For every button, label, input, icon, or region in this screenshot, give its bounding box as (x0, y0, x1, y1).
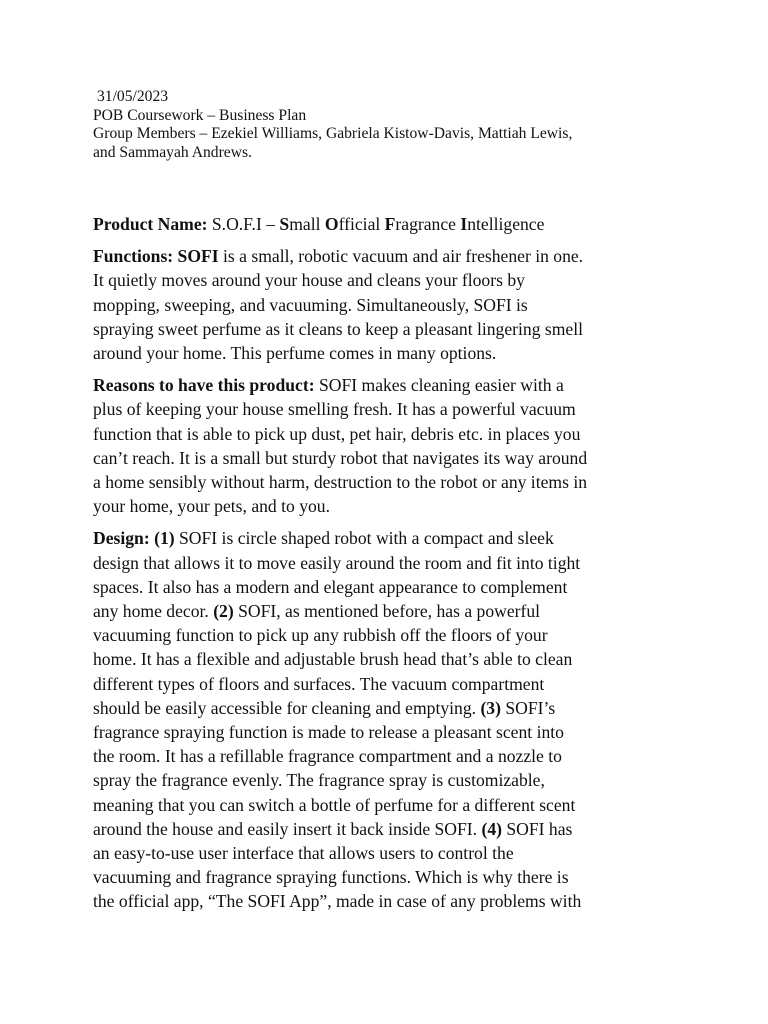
reasons-line-1 (93, 373, 683, 397)
design-line-12: meaning that you can switch a bottle of perfume for a different scent (93, 794, 576, 815)
design-line-9: fragrance spraying function is made to release a pleasant scent into (93, 722, 564, 743)
reasons-line-4: can’t reach. It is a small but sturdy robot that navigates its way around (93, 447, 588, 468)
design-line-11: spray the fragrance evenly. The fragrance spray is customizable, (93, 770, 545, 791)
functions-line-4: spraying sweet perfume as it cleans to keep a pleasant lingering smell (93, 318, 584, 339)
design-line-3: spaces. It also has a modern and elegant appearance to complement (93, 576, 568, 597)
design-text-4a: any home decor. (93, 601, 214, 622)
functions-label: Functions: SOFI (93, 246, 219, 267)
product-name-paragraph (93, 212, 683, 236)
reasons-line-3: function that is able to pick up dust, pet hair, debris etc. in places you (93, 423, 581, 444)
reasons-line-6: your home, your pets, and to you. (93, 496, 330, 517)
design-text-1: SOFI is circle shaped robot with a compact and sleek (174, 528, 554, 549)
design-point-3: (3) (480, 697, 501, 718)
functions-line-5: around your home. This perfume comes in many options. (93, 343, 497, 364)
design-line-14: an easy-to-use user interface that allows users to control the (93, 843, 514, 864)
functions-paragraph (93, 244, 683, 365)
reasons-line-2: plus of keeping your house smelling fresh. It has a powerful vacuum (93, 399, 576, 420)
design-point-2: (2) (213, 601, 234, 622)
design-line-10: the room. It has a refillable fragrance compartment and a nozzle to (93, 746, 562, 767)
reasons-label: Reasons to have this product: (93, 375, 315, 396)
acronym-initial-o: O (324, 214, 339, 234)
document-header (93, 88, 693, 162)
functions-text-1: is a small, robotic vacuum and air freshener in one. (218, 246, 584, 267)
acronym-initial-i: I (460, 214, 468, 234)
design-line-6: home. It has a flexible and adjustable brush head that’s able to clean (93, 649, 573, 670)
design-line-2: design that allows it to move easily around the room and fit into tight (93, 552, 581, 573)
functions-line-3: mopping, sweeping, and vacuuming. Simultaneously, SOFI is (93, 294, 528, 315)
design-paragraph (93, 526, 683, 913)
product-name-label: Product Name: (93, 214, 208, 234)
acronym-word-official: fficial (338, 214, 385, 234)
design-text-4b: SOFI, as mentioned before, has a powerful (233, 601, 541, 622)
functions-line-2: It quietly moves around your house and cleans your floors by (93, 270, 525, 291)
design-line-13 (93, 817, 683, 841)
design-line-5: vacuuming function to pick up any rubbish off the floors of your (93, 625, 548, 646)
design-text-8b: SOFI’s (500, 697, 556, 718)
design-label: Design: (93, 528, 150, 549)
acronym-initial-s: S (279, 214, 290, 234)
design-line-8 (93, 696, 683, 720)
design-line-4 (93, 599, 683, 623)
design-line-15: vacuuming and fragrance spraying functions. Which is why there is (93, 867, 569, 888)
design-text-13a: around the house and easily insert it back inside SOFI. (93, 818, 482, 839)
reasons-paragraph (93, 373, 683, 518)
product-name-prefix: S.O.F.I – (207, 214, 280, 234)
document-date: 31/05/2023 (97, 88, 169, 105)
functions-line-1 (93, 244, 683, 268)
acronym-initial-f: F (384, 214, 396, 234)
design-line-7: different types of floors and surfaces. The vacuum compartment (93, 673, 545, 694)
design-line-16: the official app, “The SOFI App”, made in case of any problems with (93, 891, 582, 912)
acronym-word-fragrance: ragrance (395, 214, 461, 234)
reasons-text-1: SOFI makes cleaning easier with a (314, 375, 564, 396)
reasons-line-5: a home sensibly without harm, destruction to the robot or any items in (93, 472, 588, 493)
group-members-line-2: and Sammayah Andrews. (93, 143, 252, 161)
acronym-word-intelligence: ntelligence (467, 214, 545, 234)
product-name-line (93, 212, 683, 236)
course-title: POB Coursework – Business Plan (93, 106, 307, 124)
design-point-1: (1) (154, 528, 175, 549)
design-text-13b: SOFI has (501, 818, 573, 839)
document-body (93, 212, 683, 922)
group-members-line-1: Group Members – Ezekiel Williams, Gabriela Kistow-Davis, Mattiah Lewis, (93, 125, 573, 143)
design-line-1 (93, 526, 683, 550)
design-text-8a: should be easily accessible for cleaning and emptying. (93, 697, 481, 718)
acronym-word-small: mall (289, 214, 325, 234)
design-point-4: (4) (481, 818, 502, 839)
